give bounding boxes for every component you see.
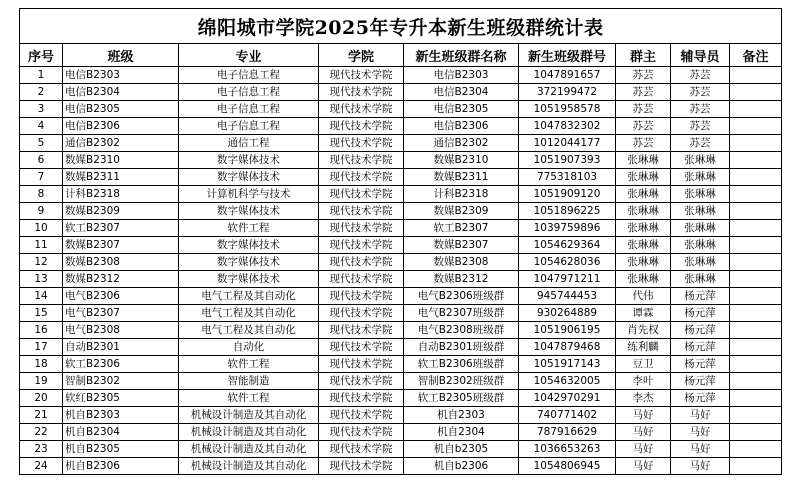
- cell-major: 电气工程及其自动化: [179, 288, 319, 305]
- cell-index: 23: [20, 441, 63, 458]
- cell-major: 智能制造: [179, 373, 319, 390]
- cell-owner: 张琳琳: [616, 271, 671, 288]
- table-title: 绵阳城市学院2025年专升本新生班级群统计表: [20, 9, 782, 44]
- table-row: [20, 203, 782, 220]
- cell-group-name: 数媒B2312: [404, 271, 519, 288]
- cell-index: 16: [20, 322, 63, 339]
- cell-group-name: 电气B2306班级群: [404, 288, 519, 305]
- cell-class: 计科B2318: [63, 186, 179, 203]
- header-index: 序号: [20, 44, 63, 67]
- table-row: [20, 339, 782, 356]
- cell-index: 13: [20, 271, 63, 288]
- cell-index: 9: [20, 203, 63, 220]
- cell-college: 现代技术学院: [319, 220, 404, 237]
- cell-group-number: 1054629364: [519, 237, 616, 254]
- cell-counselor: 杨元萍: [671, 373, 730, 390]
- cell-class: 数媒B2308: [63, 254, 179, 271]
- cell-counselor: 杨元萍: [671, 288, 730, 305]
- cell-owner: 马好: [616, 407, 671, 424]
- cell-group-name: 计科B2318: [404, 186, 519, 203]
- cell-group-name: 数媒B2307: [404, 237, 519, 254]
- cell-class: 通信B2302: [63, 135, 179, 152]
- cell-owner: 张琳琳: [616, 169, 671, 186]
- cell-group-number: 1051917143: [519, 356, 616, 373]
- table-row: [20, 118, 782, 135]
- cell-major: 软件工程: [179, 356, 319, 373]
- cell-group-number: 1012044177: [519, 135, 616, 152]
- cell-remark: [730, 424, 782, 441]
- table-row: [20, 152, 782, 169]
- cell-counselor: 张琳琳: [671, 169, 730, 186]
- table-row: [20, 390, 782, 407]
- cell-class: 数媒B2309: [63, 203, 179, 220]
- cell-index: 19: [20, 373, 63, 390]
- cell-class: 电信B2303: [63, 67, 179, 84]
- cell-owner: 马好: [616, 424, 671, 441]
- cell-counselor: 杨元萍: [671, 390, 730, 407]
- cell-group-name: 数媒B2309: [404, 203, 519, 220]
- cell-college: 现代技术学院: [319, 339, 404, 356]
- cell-counselor: 张琳琳: [671, 220, 730, 237]
- cell-remark: [730, 339, 782, 356]
- cell-college: 现代技术学院: [319, 67, 404, 84]
- cell-group-name: 智制B2302班级群: [404, 373, 519, 390]
- table-row: [20, 373, 782, 390]
- cell-index: 7: [20, 169, 63, 186]
- table-body: [20, 67, 782, 475]
- header-class: 班级: [63, 44, 179, 67]
- cell-remark: [730, 169, 782, 186]
- cell-remark: [730, 67, 782, 84]
- cell-college: 现代技术学院: [319, 322, 404, 339]
- cell-major: 数字媒体技术: [179, 271, 319, 288]
- cell-group-name: 电信B2305: [404, 101, 519, 118]
- cell-class: 电气B2308: [63, 322, 179, 339]
- cell-group-name: 通信B2302: [404, 135, 519, 152]
- cell-counselor: 张琳琳: [671, 152, 730, 169]
- cell-index: 17: [20, 339, 63, 356]
- cell-college: 现代技术学院: [319, 237, 404, 254]
- cell-major: 机械设计制造及其自动化: [179, 407, 319, 424]
- table-row: [20, 305, 782, 322]
- cell-major: 机械设计制造及其自动化: [179, 458, 319, 475]
- cell-owner: 肖先权: [616, 322, 671, 339]
- cell-group-number: 1039759896: [519, 220, 616, 237]
- cell-counselor: 张琳琳: [671, 271, 730, 288]
- cell-group-number: 787916629: [519, 424, 616, 441]
- table-row: [20, 407, 782, 424]
- cell-owner: 李杰: [616, 390, 671, 407]
- cell-major: 软件工程: [179, 220, 319, 237]
- cell-group-number: 775318103: [519, 169, 616, 186]
- cell-class: 软工B2307: [63, 220, 179, 237]
- cell-index: 11: [20, 237, 63, 254]
- cell-index: 24: [20, 458, 63, 475]
- cell-owner: 马好: [616, 458, 671, 475]
- cell-group-number: 1054628036: [519, 254, 616, 271]
- cell-owner: 张琳琳: [616, 152, 671, 169]
- cell-major: 机械设计制造及其自动化: [179, 441, 319, 458]
- cell-class: 电气B2307: [63, 305, 179, 322]
- cell-counselor: 杨元萍: [671, 322, 730, 339]
- cell-counselor: 马好: [671, 458, 730, 475]
- cell-college: 现代技术学院: [319, 84, 404, 101]
- cell-group-name: 数媒B2308: [404, 254, 519, 271]
- cell-college: 现代技术学院: [319, 254, 404, 271]
- cell-major: 数字媒体技术: [179, 152, 319, 169]
- table-row: [20, 186, 782, 203]
- cell-group-number: 1036653263: [519, 441, 616, 458]
- cell-major: 数字媒体技术: [179, 237, 319, 254]
- cell-group-number: 1047971211: [519, 271, 616, 288]
- cell-counselor: 杨元萍: [671, 339, 730, 356]
- cell-index: 8: [20, 186, 63, 203]
- cell-major: 数字媒体技术: [179, 254, 319, 271]
- cell-group-number: 1051958578: [519, 101, 616, 118]
- class-group-table: [19, 8, 782, 475]
- cell-counselor: 张琳琳: [671, 186, 730, 203]
- cell-remark: [730, 135, 782, 152]
- cell-remark: [730, 203, 782, 220]
- cell-owner: 李叶: [616, 373, 671, 390]
- cell-index: 10: [20, 220, 63, 237]
- cell-group-number: 1051907393: [519, 152, 616, 169]
- cell-index: 21: [20, 407, 63, 424]
- cell-major: 电气工程及其自动化: [179, 305, 319, 322]
- cell-group-name: 机自2304: [404, 424, 519, 441]
- table-row: [20, 135, 782, 152]
- cell-college: 现代技术学院: [319, 135, 404, 152]
- cell-owner: 练利麟: [616, 339, 671, 356]
- cell-index: 12: [20, 254, 63, 271]
- cell-owner: 苏芸: [616, 101, 671, 118]
- cell-counselor: 杨元萍: [671, 305, 730, 322]
- cell-major: 自动化: [179, 339, 319, 356]
- cell-remark: [730, 152, 782, 169]
- cell-owner: 马好: [616, 441, 671, 458]
- table-row: [20, 288, 782, 305]
- cell-owner: 张琳琳: [616, 254, 671, 271]
- cell-college: 现代技术学院: [319, 373, 404, 390]
- cell-index: 2: [20, 84, 63, 101]
- cell-remark: [730, 101, 782, 118]
- cell-remark: [730, 305, 782, 322]
- cell-counselor: 杨元萍: [671, 356, 730, 373]
- cell-class: 电信B2304: [63, 84, 179, 101]
- header-college: 学院: [319, 44, 404, 67]
- table-row: [20, 441, 782, 458]
- table-row: [20, 458, 782, 475]
- table-row: [20, 84, 782, 101]
- cell-major: 电气工程及其自动化: [179, 322, 319, 339]
- table-row: [20, 101, 782, 118]
- cell-index: 1: [20, 67, 63, 84]
- cell-counselor: 张琳琳: [671, 203, 730, 220]
- cell-remark: [730, 237, 782, 254]
- cell-owner: 张琳琳: [616, 237, 671, 254]
- cell-remark: [730, 356, 782, 373]
- table-row: [20, 356, 782, 373]
- cell-major: 计算机科学与技术: [179, 186, 319, 203]
- cell-class: 电信B2305: [63, 101, 179, 118]
- cell-group-number: 1047879468: [519, 339, 616, 356]
- cell-class: 数媒B2307: [63, 237, 179, 254]
- cell-class: 电气B2306: [63, 288, 179, 305]
- cell-group-number: 1042970291: [519, 390, 616, 407]
- cell-college: 现代技术学院: [319, 169, 404, 186]
- cell-counselor: 马好: [671, 407, 730, 424]
- cell-class: 机自B2305: [63, 441, 179, 458]
- cell-college: 现代技术学院: [319, 203, 404, 220]
- table-row: [20, 169, 782, 186]
- cell-class: 数媒B2311: [63, 169, 179, 186]
- cell-counselor: 苏芸: [671, 84, 730, 101]
- cell-owner: 张琳琳: [616, 220, 671, 237]
- cell-owner: 苏芸: [616, 118, 671, 135]
- cell-counselor: 苏芸: [671, 101, 730, 118]
- cell-remark: [730, 288, 782, 305]
- cell-class: 机自B2304: [63, 424, 179, 441]
- table-row: [20, 424, 782, 441]
- cell-remark: [730, 220, 782, 237]
- cell-college: 现代技术学院: [319, 424, 404, 441]
- header-counselor: 辅导员: [671, 44, 730, 67]
- table-row: [20, 237, 782, 254]
- cell-class: 自动B2301: [63, 339, 179, 356]
- cell-group-name: 软工B2306班级群: [404, 356, 519, 373]
- cell-remark: [730, 407, 782, 424]
- cell-remark: [730, 373, 782, 390]
- cell-index: 4: [20, 118, 63, 135]
- table-row: [20, 220, 782, 237]
- cell-class: 数媒B2312: [63, 271, 179, 288]
- cell-major: 数字媒体技术: [179, 203, 319, 220]
- cell-group-number: 1051909120: [519, 186, 616, 203]
- cell-remark: [730, 390, 782, 407]
- cell-counselor: 张琳琳: [671, 237, 730, 254]
- header-remark: 备注: [730, 44, 782, 67]
- cell-college: 现代技术学院: [319, 152, 404, 169]
- table-row: [20, 254, 782, 271]
- cell-group-number: 1047832302: [519, 118, 616, 135]
- table-row: [20, 271, 782, 288]
- cell-group-name: 电气B2307班级群: [404, 305, 519, 322]
- cell-class: 数媒B2310: [63, 152, 179, 169]
- spreadsheet: [19, 8, 781, 475]
- cell-group-name: 机自2303: [404, 407, 519, 424]
- cell-college: 现代技术学院: [319, 118, 404, 135]
- cell-index: 22: [20, 424, 63, 441]
- cell-group-name: 机自b2305: [404, 441, 519, 458]
- cell-owner: 代伟: [616, 288, 671, 305]
- cell-remark: [730, 322, 782, 339]
- cell-college: 现代技术学院: [319, 186, 404, 203]
- cell-college: 现代技术学院: [319, 407, 404, 424]
- cell-class: 电信B2306: [63, 118, 179, 135]
- cell-index: 5: [20, 135, 63, 152]
- cell-owner: 张琳琳: [616, 203, 671, 220]
- cell-group-name: 软工B2305班级群: [404, 390, 519, 407]
- cell-group-name: 电气B2308班级群: [404, 322, 519, 339]
- cell-group-number: 372199472: [519, 84, 616, 101]
- cell-major: 电子信息工程: [179, 67, 319, 84]
- cell-group-number: 930264889: [519, 305, 616, 322]
- cell-major: 机械设计制造及其自动化: [179, 424, 319, 441]
- cell-owner: 苏芸: [616, 84, 671, 101]
- cell-college: 现代技术学院: [319, 390, 404, 407]
- cell-group-name: 电信B2306: [404, 118, 519, 135]
- cell-group-name: 机自b2306: [404, 458, 519, 475]
- cell-group-number: 1047891657: [519, 67, 616, 84]
- cell-owner: 谭霖: [616, 305, 671, 322]
- cell-owner: 苏芸: [616, 135, 671, 152]
- cell-index: 14: [20, 288, 63, 305]
- cell-group-name: 数媒B2311: [404, 169, 519, 186]
- cell-major: 电子信息工程: [179, 84, 319, 101]
- table-row: [20, 322, 782, 339]
- cell-group-name: 数媒B2310: [404, 152, 519, 169]
- cell-counselor: 马好: [671, 424, 730, 441]
- cell-remark: [730, 186, 782, 203]
- cell-group-name: 自动B2301班级群: [404, 339, 519, 356]
- header-group-name: 新生班级群名称: [404, 44, 519, 67]
- cell-major: 软件工程: [179, 390, 319, 407]
- cell-counselor: 张琳琳: [671, 254, 730, 271]
- header-owner: 群主: [616, 44, 671, 67]
- cell-group-number: 1051906195: [519, 322, 616, 339]
- cell-remark: [730, 271, 782, 288]
- cell-college: 现代技术学院: [319, 288, 404, 305]
- cell-class: 软工B2306: [63, 356, 179, 373]
- cell-counselor: 苏芸: [671, 135, 730, 152]
- cell-college: 现代技术学院: [319, 458, 404, 475]
- cell-remark: [730, 254, 782, 271]
- cell-college: 现代技术学院: [319, 305, 404, 322]
- cell-major: 通信工程: [179, 135, 319, 152]
- cell-class: 智制B2302: [63, 373, 179, 390]
- cell-index: 6: [20, 152, 63, 169]
- cell-group-name: 电信B2303: [404, 67, 519, 84]
- cell-remark: [730, 84, 782, 101]
- cell-group-name: 电信B2304: [404, 84, 519, 101]
- cell-major: 数字媒体技术: [179, 169, 319, 186]
- cell-college: 现代技术学院: [319, 441, 404, 458]
- cell-group-number: 945744453: [519, 288, 616, 305]
- cell-counselor: 苏芸: [671, 118, 730, 135]
- cell-owner: 苏芸: [616, 67, 671, 84]
- cell-counselor: 苏芸: [671, 67, 730, 84]
- cell-class: 软红B2305: [63, 390, 179, 407]
- cell-group-number: 1054806945: [519, 458, 616, 475]
- cell-counselor: 马好: [671, 441, 730, 458]
- cell-major: 电子信息工程: [179, 101, 319, 118]
- cell-remark: [730, 118, 782, 135]
- cell-college: 现代技术学院: [319, 101, 404, 118]
- cell-class: 机自B2306: [63, 458, 179, 475]
- table-row: [20, 67, 782, 84]
- cell-owner: 豆卫: [616, 356, 671, 373]
- cell-college: 现代技术学院: [319, 356, 404, 373]
- header-row: [20, 44, 782, 67]
- cell-major: 电子信息工程: [179, 118, 319, 135]
- header-group-number: 新生班级群号: [519, 44, 616, 67]
- cell-index: 3: [20, 101, 63, 118]
- cell-index: 20: [20, 390, 63, 407]
- header-major: 专业: [179, 44, 319, 67]
- cell-owner: 张琳琳: [616, 186, 671, 203]
- cell-class: 机自B2303: [63, 407, 179, 424]
- cell-college: 现代技术学院: [319, 271, 404, 288]
- cell-remark: [730, 441, 782, 458]
- cell-remark: [730, 458, 782, 475]
- cell-index: 15: [20, 305, 63, 322]
- cell-index: 18: [20, 356, 63, 373]
- cell-group-number: 1051896225: [519, 203, 616, 220]
- cell-group-number: 1054632005: [519, 373, 616, 390]
- cell-group-number: 740771402: [519, 407, 616, 424]
- cell-group-name: 软工B2307: [404, 220, 519, 237]
